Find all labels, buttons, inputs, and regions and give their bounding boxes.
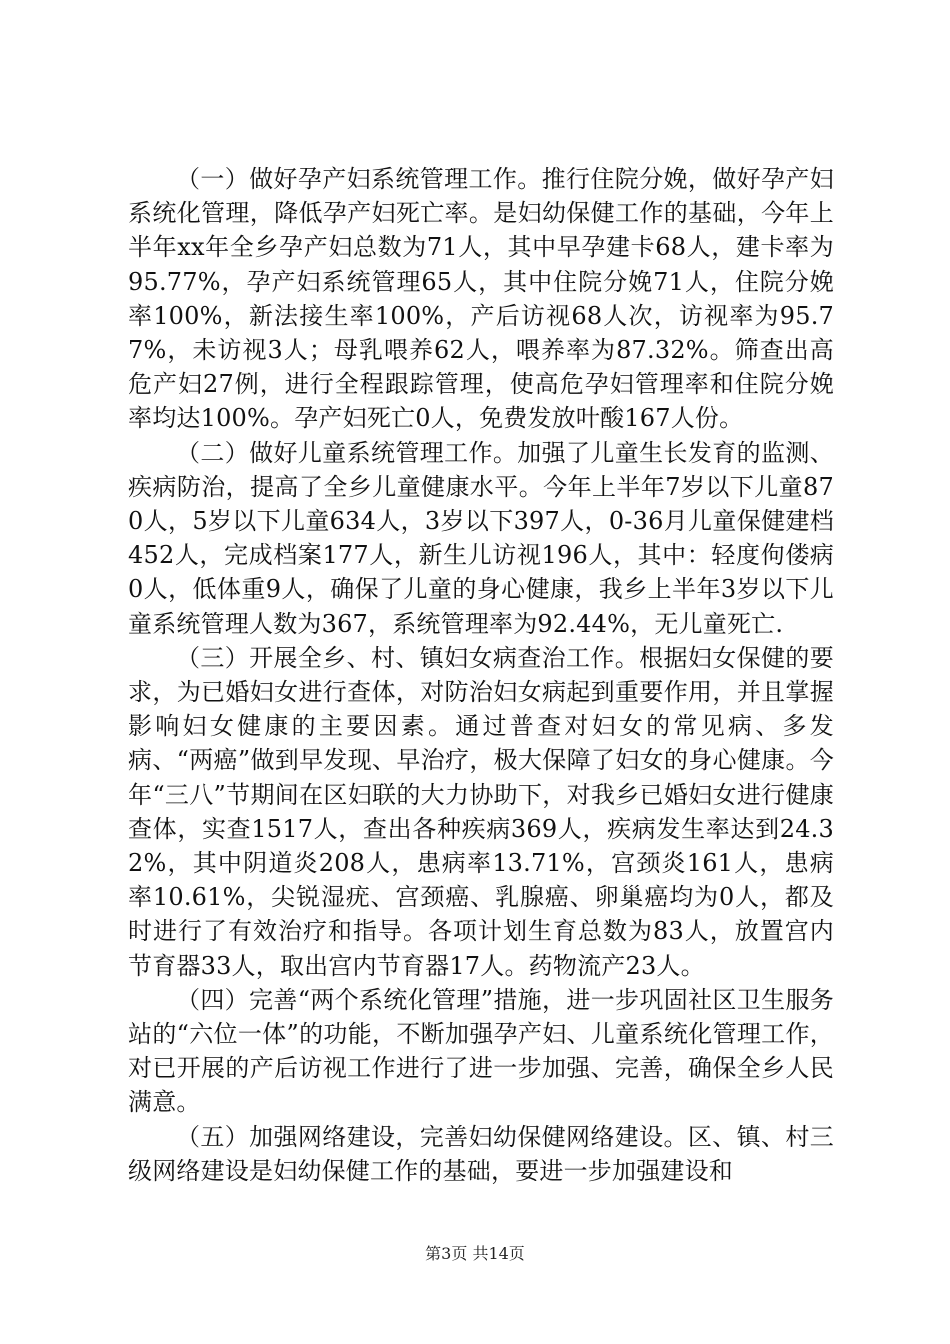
paragraph-pregnant-women-management: （一）做好孕产妇系统管理工作。推行住院分娩，做好孕产妇系统化管理，降低孕产妇死亡率。是妇幼保健工作的基础，今年上半年xx年全乡孕产妇总数为71人，其中早孕建卡68人，建卡率为95.77%，孕产妇系统管理65人，其中住院分娩71人，住院分娩率100%，新法接生率100%，产后访视68人次，访视率为95.77%，未访视3人；母乳喂养62人，喂养率为87.32%。筛查出高危产妇27例，进行全程跟踪管理，使高危孕妇管理率和住院分娩率均达100%。孕产妇死亡0人，免费发放叶酸167人份。: [128, 165, 834, 433]
paragraph-women-disease-screening: （三）开展全乡、村、镇妇女病查治工作。根据妇女保健的要求，为已婚妇女进行查体，对防治妇女病起到重要作用，并且掌握影响妇女健康的主要因素。通过普查对妇女的常见病、多发病、“两癌”做到早发现、早治疗，极大保障了妇女的身心健康。今年“三八”节期间在区妇联的大力协助下，对我乡已婚妇女进行健康查体，实查1517人，查出各种疾病369人，疾病发生率达到24.32%，其中阴道炎208人，患病率13.71%，宫颈炎161人，患病率10.61%，尖锐湿疣、宫颈癌、乳腺癌、卵巢癌均为0人，都及时进行了有效治疗和指导。各项计划生育总数为83人，放置宫内节育器33人，取出宫内节育器17人。药物流产23人。: [128, 643, 834, 980]
document-body: [128, 162, 834, 1188]
paragraph-children-management: （二）做好儿童系统管理工作。加强了儿童生长发育的监测、疾病防治，提高了全乡儿童健康水平。今年上半年7岁以下儿童870人，5岁以下儿童634人，3岁以下397人，0-36月儿童保健建档452人，完成档案177人，新生儿访视196人，其中：轻度佝偻病0人，低体重9人，确保了儿童的身心健康，我乡上半年3岁以下儿童系统管理人数为367，系统管理率为92.44%，无儿童死亡.: [128, 438, 834, 638]
paragraph-network-construction: （五）加强网络建设，完善妇幼保健网络建设。区、镇、村三级网络建设是妇幼保健工作的基础，要进一步加强建设和: [128, 1122, 834, 1185]
paragraph-two-systems-management: （四）完善“两个系统化管理”措施，进一步巩固社区卫生服务站的“六位一体”的功能，不断加强孕产妇、儿童系统化管理工作，对已开展的产后访视工作进行了进一步加强、完善，确保全乡人民满意。: [128, 985, 834, 1117]
page-number-footer: 第3页 共14页: [425, 1244, 525, 1263]
